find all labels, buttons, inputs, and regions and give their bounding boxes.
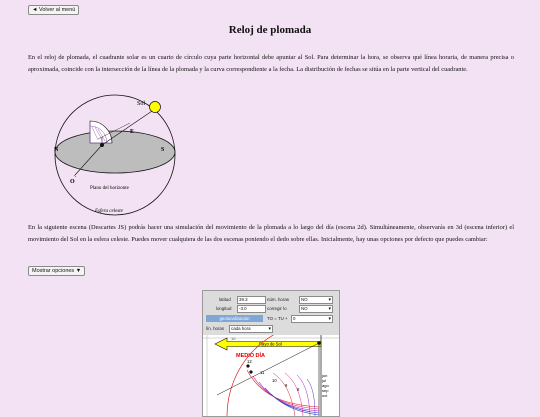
month-label-ago: ago: [322, 383, 329, 388]
plumb-dial-plot[interactable]: [203, 335, 339, 416]
month-label-oct: oct: [322, 393, 328, 398]
south-label: S: [161, 147, 165, 153]
hour-10-label: 10: [272, 378, 277, 383]
hour-11-label: 11: [260, 370, 265, 375]
num-horas-select[interactable]: NO ▾: [299, 296, 333, 304]
month-label-sep: sep: [322, 388, 329, 393]
longitude-input[interactable]: -3.0: [237, 305, 266, 313]
east-label: E: [130, 129, 135, 135]
horizon-plane-label: Plano del horizonte: [90, 186, 129, 191]
page-title: Reloj de plomada: [228, 24, 312, 36]
tu-offset-select[interactable]: 0 ▾: [291, 315, 333, 323]
axis-tick-label: 10: [231, 336, 236, 341]
hour-8-label: 8: [297, 387, 300, 392]
intro-paragraph: En el reloj de plomada, el cuadrante solar es un cuarto de círculo cuya parte horizontal debe apuntar al Sol. Para determinar la hora, se observa qué línea horaria, de manera precisa o aproximada, coincide con la intersección de la línea de la plomada y la curva correspondiente a la fecha. La distribución de fechas se sitúa en la parte vertical del cuadrante.: [28, 54, 514, 73]
geolocation-button[interactable]: geolocalización: [206, 315, 263, 322]
corregir-select[interactable]: NO ▾: [299, 305, 333, 313]
celestial-sphere-diagram: [40, 93, 190, 217]
month-label-jul: jul: [322, 378, 327, 383]
hour-9-label: 9: [285, 383, 288, 388]
back-to-menu-button[interactable]: ◄ Volver al menú: [28, 5, 79, 15]
latitude-label: latitud: [219, 297, 231, 302]
scene-description-paragraph: En la siguiente escena (Descartes JS) podrás hacer una simulación del movimiento de la plomada a lo largo del día (escena 2d). Simultáneamente, observarás en 3d (escena inferior) el movimiento del Sol en la esfera celeste. Puedes mover cualquiera de las dos escenas poniendo el dedo sobre ellas. Inicialmente, hay unas opciones por defecto que puedes cambiar:: [28, 224, 514, 243]
scene-controls-panel: [203, 291, 339, 335]
corregir-label: corregir lo: [267, 306, 287, 311]
show-options-button[interactable]: Mostrar opciones ▼: [28, 266, 85, 276]
origin-label: O: [70, 179, 75, 185]
lin-horas-select[interactable]: cada hora ▾: [229, 325, 273, 333]
north-label: N: [54, 147, 59, 153]
medio-dia-label: MEDIO DÍA: [236, 353, 266, 359]
sun-ray-label: Rayo de Sol: [259, 341, 282, 347]
month-label-jun: jun: [322, 373, 328, 378]
sun-label: Sol: [137, 101, 146, 107]
num-horas-label: núm. horas: [267, 297, 289, 302]
lin-horas-label: lín. horas: [206, 326, 225, 331]
hour-12-label: 12: [247, 359, 252, 364]
latitude-input[interactable]: 39.3: [237, 296, 266, 304]
tu-offset-label: TO = TU +: [267, 316, 288, 321]
celestial-sphere-label: Esfera celeste: [95, 209, 123, 214]
descartes-scene[interactable]: [202, 290, 340, 417]
longitude-label: longitud: [216, 306, 232, 311]
